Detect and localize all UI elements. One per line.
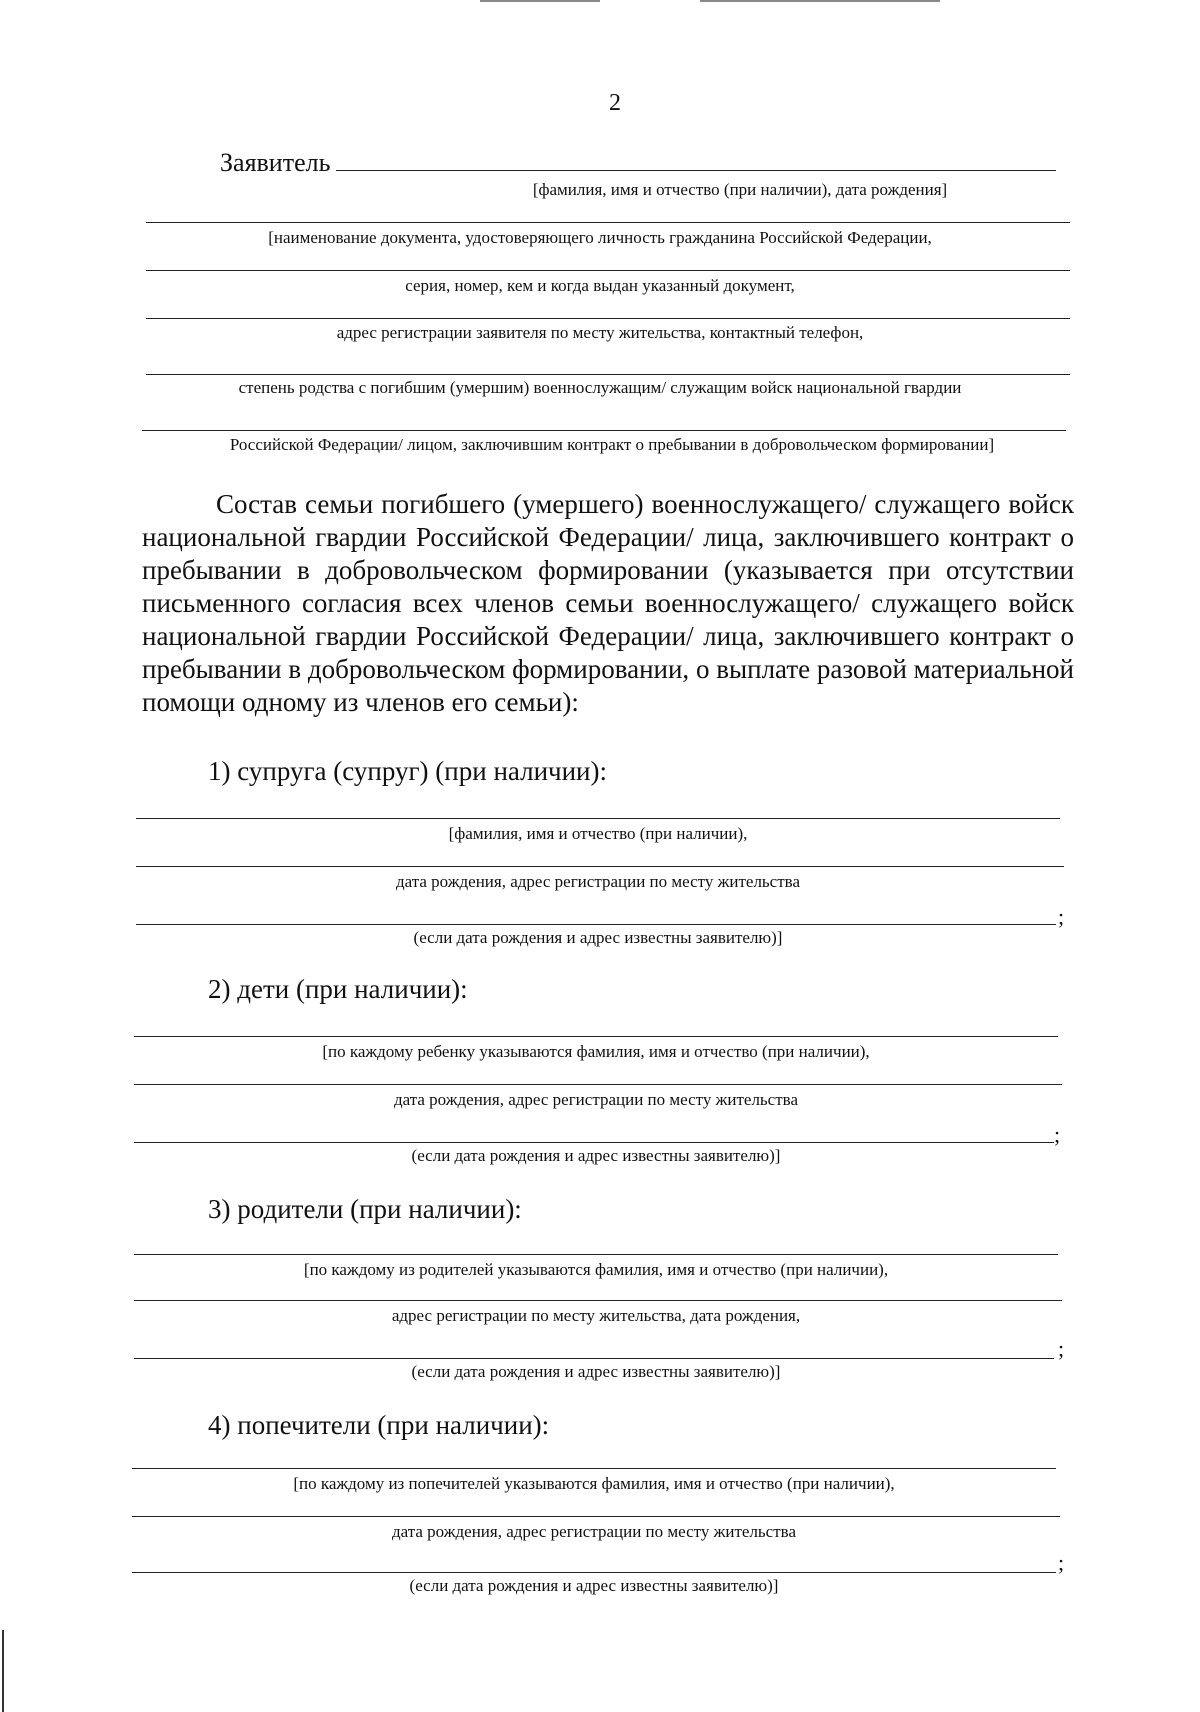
guardians-fill-line[interactable] xyxy=(132,1468,1056,1469)
page-number: 2 xyxy=(609,90,621,116)
applicant-fill-line[interactable] xyxy=(142,430,1066,431)
children-caption-2: дата рождения, адрес регистрации по месту жительства xyxy=(393,1090,798,1109)
children-caption-3: (если дата рождения и адрес известны заявителю)] xyxy=(411,1146,781,1165)
section-heading-children: 2) дети (при наличии): xyxy=(208,974,468,1004)
scan-artifact xyxy=(480,0,600,2)
children-fill-line[interactable] xyxy=(134,1142,1054,1143)
spouse-fill-line[interactable] xyxy=(136,866,1064,867)
family-composition-paragraph: Состав семьи погибшего (умершего) военнослужащего/ служащего войск национальной гвардии Российской Федерации/ лица, заключившего контракт о пребывании в добровольческом формировании (указывается при отсутствии письменного согласия всех членов семьи военнослужащего/ служащего войск национальной гвардии Российской Федерации/ лица, заключившего контракт о пребывании в добровольческом формировании, о выплате разовой материальной помощи одному из членов его семьи): xyxy=(142,489,1074,717)
applicant-fill-line[interactable] xyxy=(146,318,1070,319)
line-end-semicolon: ; xyxy=(1058,1550,1065,1575)
applicant-caption-1: [фамилия, имя и отчество (при наличии), дата рождения] xyxy=(532,180,948,199)
spouse-caption-3: (если дата рождения и адрес известны заявителю)] xyxy=(413,928,783,947)
children-fill-line[interactable] xyxy=(134,1084,1062,1085)
section-heading-guardians: 4) попечители (при наличии): xyxy=(208,1410,550,1440)
applicant-caption-4: адрес регистрации заявителя по месту жительства, контактный телефон, xyxy=(336,323,864,342)
applicant-fill-line[interactable] xyxy=(336,146,1056,171)
parents-caption-2: адрес регистрации по месту жительства, дата рождения, xyxy=(391,1306,801,1325)
scan-artifact xyxy=(700,0,940,2)
section-heading-spouse: 1) супруга (супруг) (при наличии): xyxy=(208,756,608,786)
guardians-fill-line[interactable] xyxy=(132,1572,1056,1573)
applicant-caption-2: [наименование документа, удостоверяющего личность гражданина Российской Федерации, xyxy=(268,228,932,247)
parents-caption-3: (если дата рождения и адрес известны заявителю)] xyxy=(411,1362,781,1381)
applicant-label: Заявитель xyxy=(220,148,331,177)
spouse-caption-2: дата рождения, адрес регистрации по месту жительства xyxy=(395,872,800,891)
applicant-field xyxy=(220,146,1056,178)
guardians-fill-line[interactable] xyxy=(132,1516,1060,1517)
parents-fill-line[interactable] xyxy=(134,1300,1062,1301)
applicant-caption-5: степень родства с погибшим (умершим) военнослужащим/ служащим войск национальной гвардии xyxy=(238,378,962,397)
scan-margin-mark xyxy=(2,1630,4,1712)
spouse-fill-line[interactable] xyxy=(136,818,1060,819)
guardians-caption-2: дата рождения, адрес регистрации по месту жительства xyxy=(391,1522,796,1541)
line-end-semicolon: ; xyxy=(1058,904,1065,929)
parents-caption-1: [по каждому из родителей указываются фамилия, имя и отчество (при наличии), xyxy=(303,1260,889,1279)
applicant-caption-6: Российской Федерации/ лицом, заключившим контракт о пребывании в добровольческом формировании] xyxy=(229,435,995,454)
applicant-fill-line[interactable] xyxy=(146,222,1070,223)
spouse-caption-1: [фамилия, имя и отчество (при наличии), xyxy=(448,824,748,843)
applicant-fill-line[interactable] xyxy=(146,270,1070,271)
spouse-fill-line[interactable] xyxy=(136,924,1056,925)
guardians-caption-1: [по каждому из попечителей указываются фамилия, имя и отчество (при наличии), xyxy=(293,1474,895,1493)
section-heading-parents: 3) родители (при наличии): xyxy=(208,1194,522,1224)
children-caption-1: [по каждому ребенку указываются фамилия, имя и отчество (при наличии), xyxy=(322,1042,870,1061)
line-end-semicolon: ; xyxy=(1058,1336,1065,1361)
children-fill-line[interactable] xyxy=(134,1036,1058,1037)
guardians-caption-3: (если дата рождения и адрес известны заявителю)] xyxy=(409,1576,779,1595)
applicant-caption-3: серия, номер, кем и когда выдан указанный документ, xyxy=(405,276,795,295)
applicant-fill-line[interactable] xyxy=(146,374,1070,375)
parents-fill-line[interactable] xyxy=(134,1358,1054,1359)
parents-fill-line[interactable] xyxy=(134,1254,1058,1255)
line-end-semicolon: ; xyxy=(1054,1122,1061,1147)
